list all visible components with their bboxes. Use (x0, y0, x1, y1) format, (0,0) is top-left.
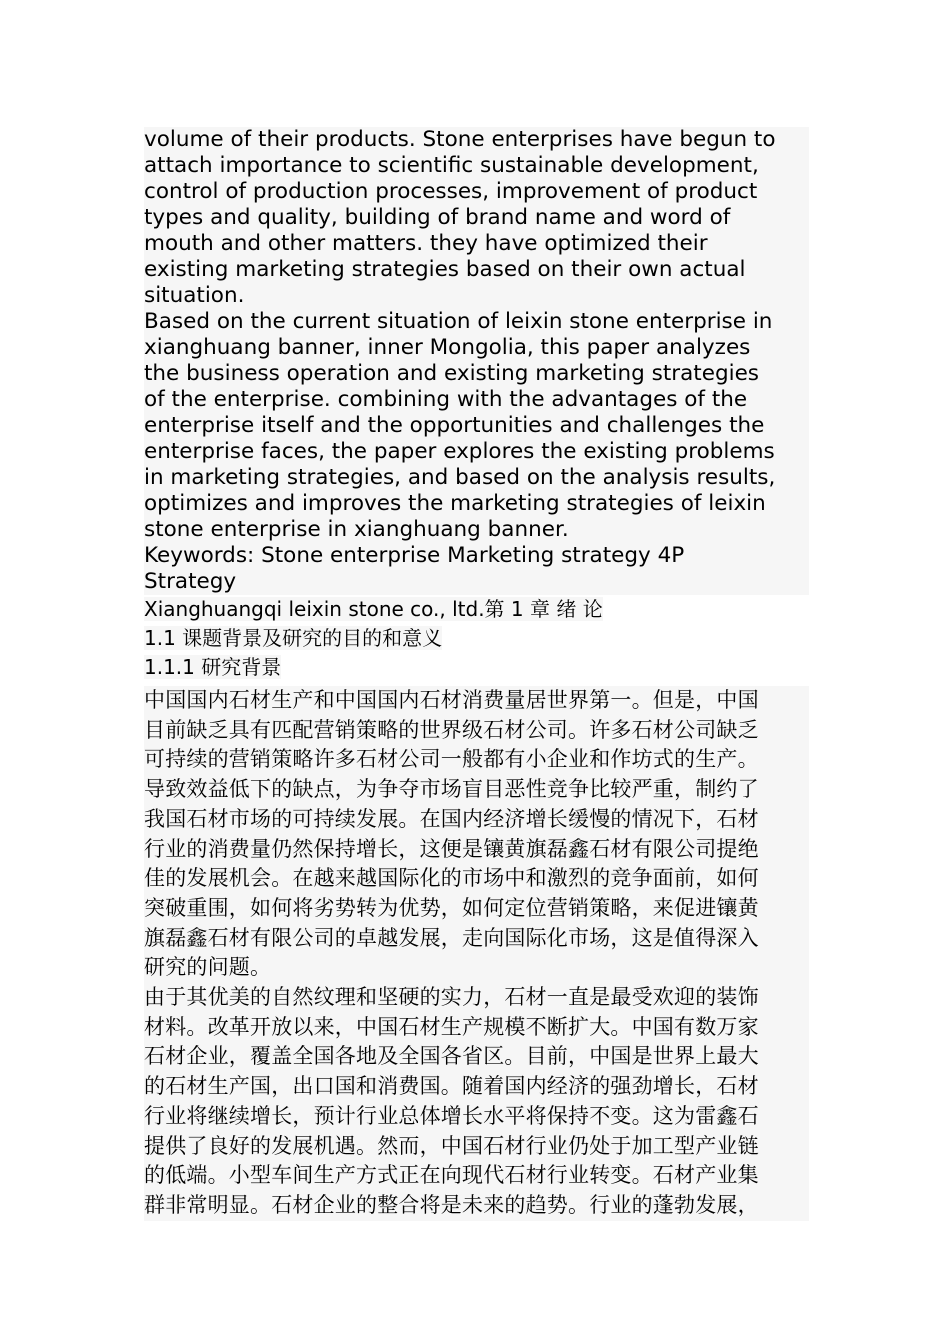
text-line: 旗磊鑫石材有限公司的卓越发展，走向国际化市场，这是值得深入 (144, 924, 809, 954)
text-line: optimizes and improves the marketing strategies of leixin (144, 491, 809, 517)
text-line: existing marketing strategies based on their own actual (144, 257, 809, 283)
section-heading (144, 624, 809, 653)
text-line: enterprise itself and the opportunities and challenges the (144, 413, 809, 439)
abstract-paragraph-2 (144, 309, 809, 543)
text-line: Strategy (144, 569, 809, 595)
text-line: 目前缺乏具有匹配营销策略的世界级石材公司。许多石材公司缺乏 (144, 716, 809, 746)
text-line: 材料。改革开放以来，中国石材生产规模不断扩大。中国有数万家 (144, 1013, 809, 1043)
body-paragraph-1 (144, 686, 809, 983)
text-line: 行业的消费量仍然保持增长，这便是镶黄旗磊鑫石材有限公司提绝 (144, 835, 809, 865)
text-line: 导致效益低下的缺点，为争夺市场盲目恶性竞争比较严重，制约了 (144, 775, 809, 805)
text-line: 1.1.1 研究背景 (144, 655, 282, 679)
text-line: Based on the current situation of leixin stone enterprise in (144, 309, 809, 335)
text-line: 可持续的营销策略许多石材公司一般都有小企业和作坊式的生产。 (144, 745, 809, 775)
text-line: 我国石材市场的可持续发展。在国内经济增长缓慢的情况下，石材 (144, 805, 809, 835)
text-line: 佳的发展机会。在越来越国际化的市场中和激烈的竞争面前，如何 (144, 864, 809, 894)
text-line: xianghuang banner, inner Mongolia, this paper analyzes (144, 335, 809, 361)
keywords (144, 543, 809, 595)
text-line: 群非常明显。石材企业的整合将是未来的趋势。行业的蓬勃发展， (144, 1191, 809, 1221)
text-line: of the enterprise. combining with the advantages of the (144, 387, 809, 413)
text-line: 的石材生产国，出口国和消费国。随着国内经济的强劲增长，石材 (144, 1072, 809, 1102)
text-line: 研究的问题。 (144, 953, 809, 983)
text-line: volume of their products. Stone enterprises have begun to (144, 127, 809, 153)
text-line: 由于其优美的自然纹理和坚硬的实力，石材一直是最受欢迎的装饰 (144, 983, 809, 1013)
text-line: 石材企业，覆盖全国各地及全国各省区。目前，中国是世界上最大 (144, 1042, 809, 1072)
text-line: attach importance to scientific sustainable development, (144, 153, 809, 179)
text-line: 中国国内石材生产和中国国内石材消费量居世界第一。但是，中国 (144, 686, 809, 716)
text-line: control of production processes, improvement of product (144, 179, 809, 205)
abstract-paragraph-1 (144, 127, 809, 309)
text-line: 的低端。小型车间生产方式正在向现代石材行业转变。石材产业集 (144, 1161, 809, 1191)
text-line: Xianghuangqi leixin stone co., ltd.第 1 章 绪 论 (144, 597, 603, 621)
text-line: 突破重围，如何将劣势转为优势，如何定位营销策略，来促进镶黄 (144, 894, 809, 924)
company-and-chapter-title (144, 595, 809, 624)
text-line: the business operation and existing marketing strategies (144, 361, 809, 387)
text-line: situation. (144, 283, 809, 309)
text-line: stone enterprise in xianghuang banner. (144, 517, 809, 543)
text-line: enterprise faces, the paper explores the existing problems (144, 439, 809, 465)
text-line: Keywords: Stone enterprise Marketing strategy 4P (144, 543, 809, 569)
text-line: mouth and other matters. they have optimized their (144, 231, 809, 257)
subsection-heading (144, 653, 809, 682)
page-content (144, 127, 809, 1221)
text-line: 提供了良好的发展机遇。然而，中国石材行业仍处于加工型产业链 (144, 1132, 809, 1162)
text-line: types and quality, building of brand name and word of (144, 205, 809, 231)
text-line: 行业将继续增长，预计行业总体增长水平将保持不变。这为雷鑫石 (144, 1102, 809, 1132)
body-paragraph-2 (144, 983, 809, 1221)
text-line: in marketing strategies, and based on the analysis results, (144, 465, 809, 491)
text-line: 1.1 课题背景及研究的目的和意义 (144, 626, 443, 650)
